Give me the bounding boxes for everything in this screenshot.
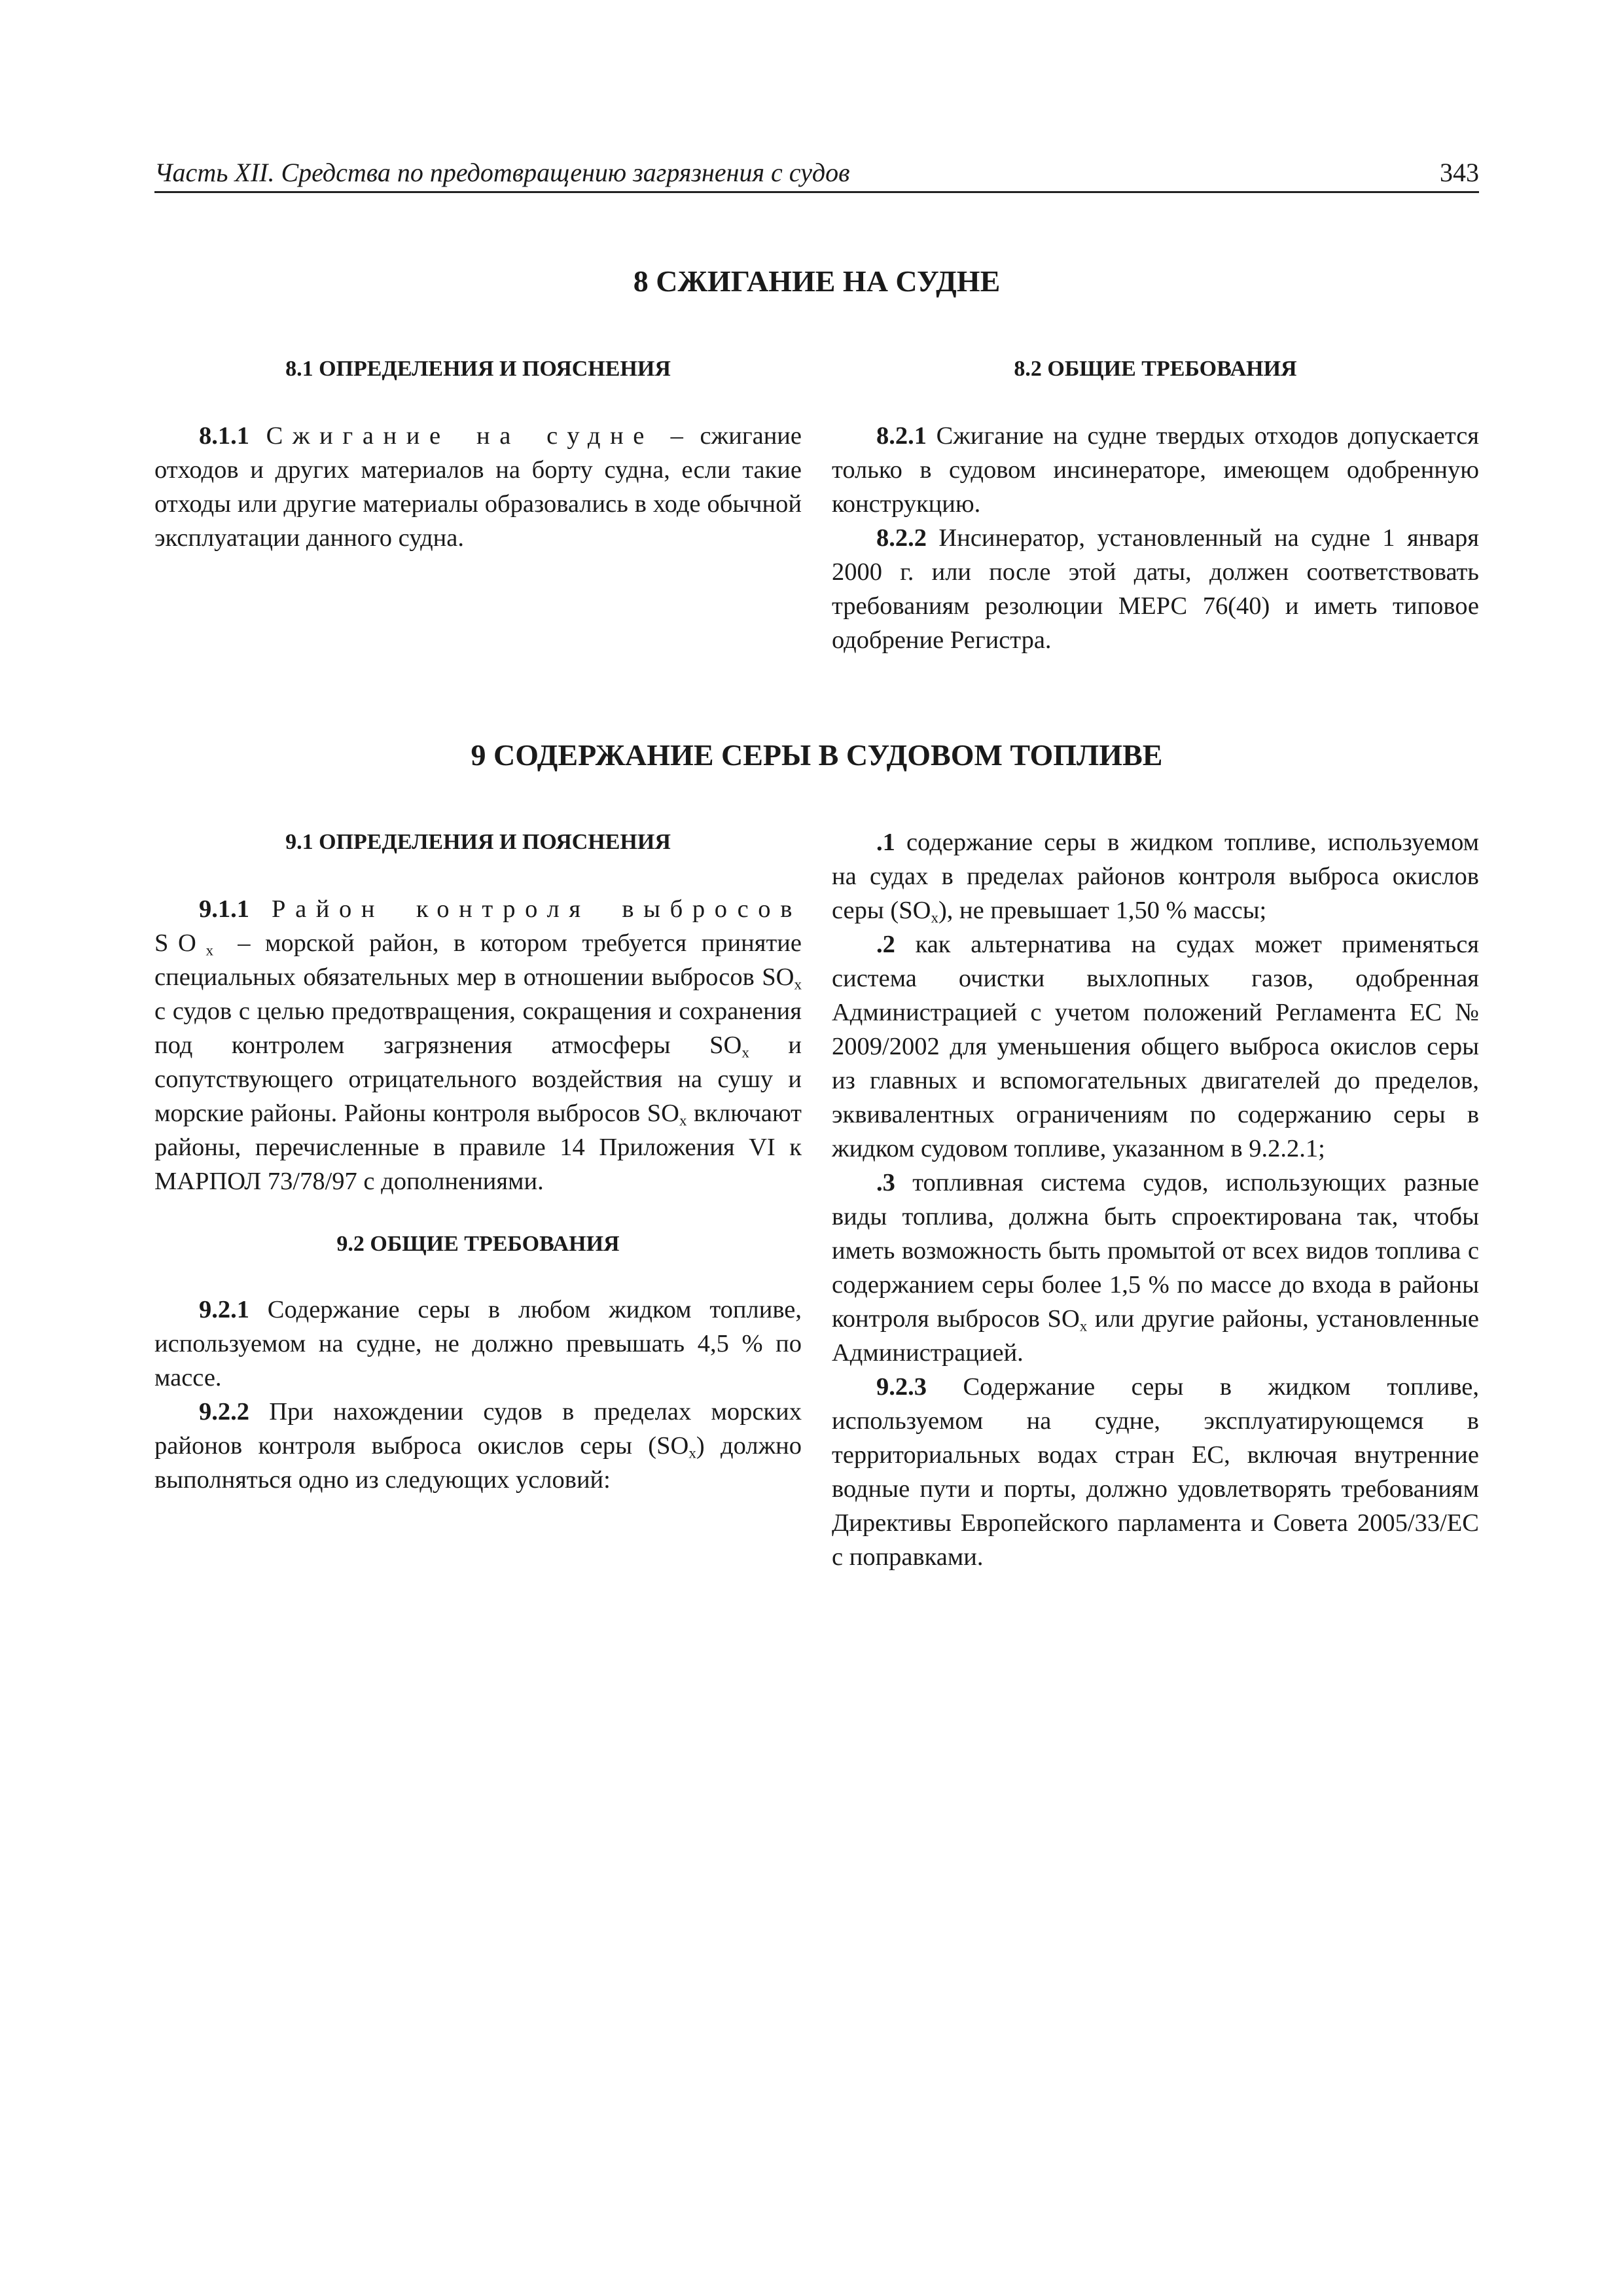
paragraph-text: Содержание серы в любом жидком топливе, используемом на судне, не должно превышать 4,5 % по массе. [154,1296,802,1391]
subsection-9-1-title: 9.1 ОПРЕДЕЛЕНИЯ И ПОЯСНЕНИЯ [285,830,671,854]
paragraph-8-2-1 [832,419,1479,521]
defined-term: Сжигание на судне [266,422,654,450]
paragraph-text: Сжигание на судне твердых отходов допускается только в судовом инсинераторе, имеющем одобренную конструкцию. [832,422,1479,518]
section-9-right-column [832,825,1479,1574]
paragraph-text: Содержание серы в жидком топливе, используемом на судне, эксплуатирующемся в территориальных водах стран ЕС, включая внутренние водные пути и порты, должно удовлетворять требованиям Директивы Европейского парламента и Совета 2005/33/ЕС с поправками. [832,1373,1479,1571]
paragraph-8-1-1 [154,419,802,555]
section-8-left-column [154,352,802,555]
list-item-3: .3 топливная система судов, использующих разные виды топлива, должна быть спроектирована так, чтобы иметь возможность быть промытой от всех видов топлива с содержанием серы более 1,5 % по массе до входа в районы контроля выбросов $SO_x$ или другие районы, установленные Администрацией. [832,1169,1479,1367]
item-number: .2 [876,931,895,958]
section-9-left-column [154,825,802,1497]
subsection-8-1-title: 8.1 ОПРЕДЕЛЕНИЯ И ПОЯСНЕНИЯ [285,357,671,381]
running-title: Часть XII. Средства по предотвращению загрязнения с судов [154,158,850,187]
paragraph-8-2-2 [832,521,1479,657]
clause-number: 8.2.1 [876,422,927,450]
clause-number: 9.2.1 [199,1296,249,1323]
paragraph-9-1-1: 9.1.1 Район контроля выбросов $SO_x$ – морской район, в котором требуется принятие специальных обязательных мер в отношении выбросов $SO_x$ с судов с целью предотвращения, сокращения и сохранения под контролем загрязнения атмосферы $SO_x$ и сопутствующего отрицательного воздействия на сушу и морские районы. Районы контроля выбросов $SO_x$ включают районы, перечисленные в правиле 14 Приложения VI к МАРПОЛ 73/78/97 с дополнениями. [154,895,802,1195]
subsection-8-2-title: 8.2 ОБЩИЕ ТРЕБОВАНИЯ [1014,357,1297,381]
item-text: как альтернатива на судах может применяться система очистки выхлопных газов, одобренная Администрацией с учетом положений Регламента ЕС № 2009/2002 для уменьшения общего выброса окислов серы из главных и вспомогательных двигателей до пределов, эквивалентных ограничениям по содержанию серы в жидком судовом топливе, указанном в 9.2.2.1; [832,931,1479,1162]
paragraph-9-2-3 [832,1370,1479,1574]
defined-term: Район контроля выбросов $SO_x$ [154,895,802,959]
paragraph-text: Инсинератор, установленный на судне 1 января 2000 г. или после этой даты, должен соответствовать требованиям резолюции МЕРС 76(40) и иметь типовое одобрение Регистра. [832,524,1479,654]
list-item-1: .1 содержание серы в жидком топливе, используемом на судах в пределах районов контроля выброса окислов серы $(SO_x)$, не превышает 1,50 % массы; [832,829,1479,926]
clause-number: 8.2.2 [876,524,927,552]
section-8-right-column [832,352,1479,657]
clause-number: 9.2.2 [199,1398,249,1426]
paragraph-9-2-2: 9.2.2 При нахождении судов в пределах морских районов контроля выброса окислов серы $(SO_x)$ должно выполняться одно из следующих условий: [154,1398,802,1494]
subsection-9-2-title: 9.2 ОБЩИЕ ТРЕБОВАНИЯ [336,1232,620,1256]
clause-number: 8.1.1 [199,422,249,450]
clause-number: 9.2.3 [876,1373,927,1401]
clause-number: 9.1.1 [199,895,249,923]
paragraph-text: – сжигание отходов и других материалов на борту судна, если такие отходы или другие материалы образовались в ходе обычной эксплуатации данного судна. [154,422,802,552]
list-item-2 [832,927,1479,1166]
item-number: .1 [876,829,895,856]
page-number: 343 [1440,158,1479,187]
running-header [154,154,1479,193]
item-number: .3 [876,1169,895,1196]
section-8-title: 8 СЖИГАНИЕ НА СУДНЕ [633,264,1001,298]
paragraph-9-2-1 [154,1293,802,1395]
section-9-title: 9 СОДЕРЖАНИЕ СЕРЫ В СУДОВОМ ТОПЛИВЕ [471,738,1163,772]
